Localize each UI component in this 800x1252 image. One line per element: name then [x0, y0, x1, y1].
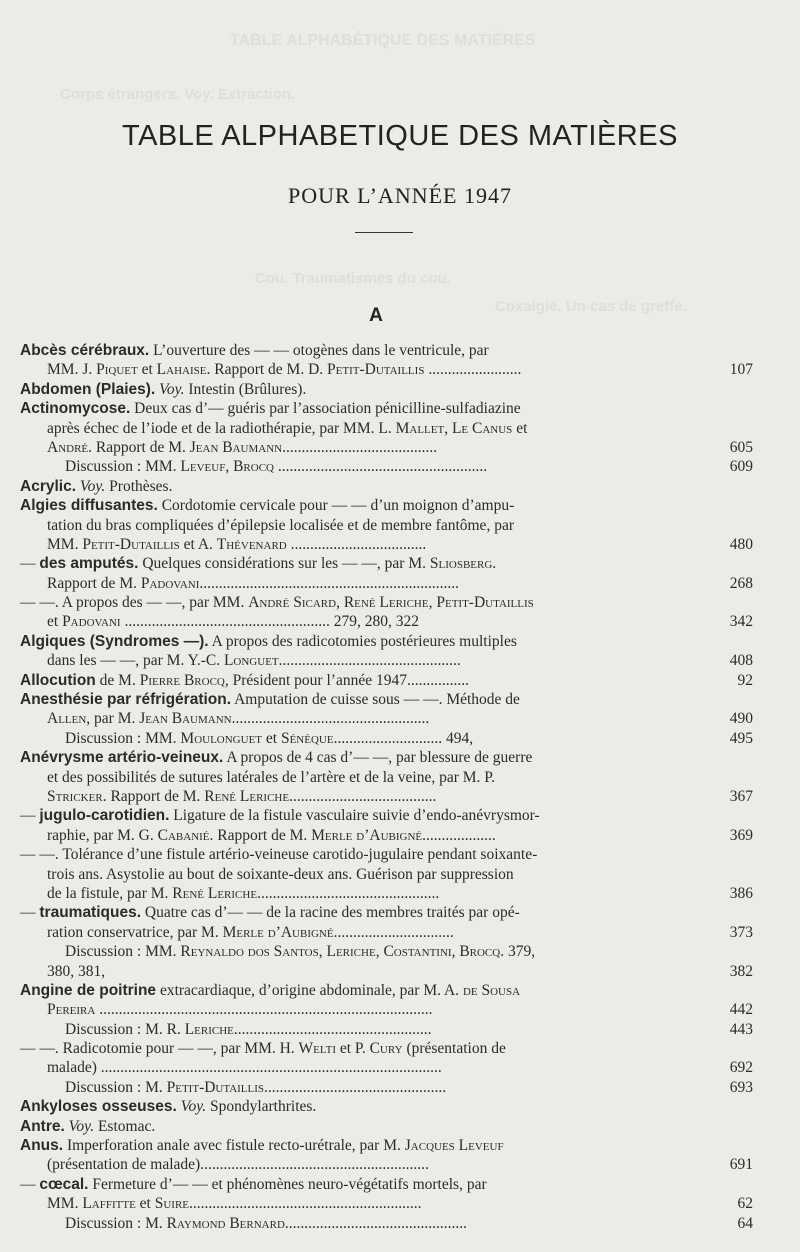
entry-segment: ,: [225, 458, 234, 476]
entry-text: [47, 1155, 429, 1174]
index-line: [20, 651, 753, 670]
entry-segment: MM. J.: [47, 361, 97, 379]
entry-text: [47, 865, 514, 884]
entry-segment: Discussion : M. R.: [65, 1020, 185, 1038]
entry-text: [20, 1136, 504, 1155]
entry-segment: Discussion : MM.: [65, 943, 181, 961]
entry-headword: Actinomycose.: [20, 400, 131, 418]
entry-segment: et: [512, 419, 528, 437]
index-line: [20, 399, 753, 418]
entry-segment: ............................................................: [189, 1195, 422, 1213]
author-name: Sliosberg: [429, 555, 493, 573]
entry-segment: ,: [318, 943, 327, 961]
author-name: Leriche: [326, 943, 376, 961]
section-letter: A: [369, 305, 383, 326]
author-name: Pierre Brocq: [139, 671, 225, 689]
entry-text: [65, 942, 535, 961]
entry-segment: — —. Tolérance d’une fistule artério-veineuse carotido-jugulaire pendant soixante-: [20, 846, 538, 864]
entry-segment: extracardiaque, d’origine abdominale, par M. A.: [156, 981, 463, 999]
entry-segment: ration conservatrice, par M.: [47, 923, 223, 941]
cross-reference: Voy.: [68, 1117, 95, 1135]
entry-text: [47, 535, 426, 554]
entry-text: [20, 554, 496, 573]
entry-headword: Anesthésie par réfrigération.: [20, 691, 232, 709]
entry-headword: Ankyloses osseuses.: [20, 1098, 177, 1116]
author-name: Merle d’Aubigné: [311, 826, 423, 844]
entry-segment: Discussion : MM.: [65, 729, 181, 747]
page-number: 107: [729, 361, 753, 379]
entry-segment: Spondylarthrites.: [206, 1098, 317, 1116]
entry-text: [47, 1000, 432, 1019]
entry-segment: . Rapport de M.: [102, 787, 205, 805]
entry-segment: ,: [336, 594, 344, 612]
entry-segment: Quelques considérations sur les — —, par M.: [138, 555, 430, 573]
entry-text: [47, 419, 527, 438]
entry-segment: Ligature de la fistule vasculaire suivie d’endo-anévrysmor-: [169, 807, 540, 825]
author-name: André Sicard: [248, 594, 337, 612]
entry-segment: malade) ........................................................................................: [47, 1059, 442, 1077]
show-through-text: Cou. Traumatismes du cou.: [255, 270, 451, 287]
entry-segment: . Rapport de M. D.: [206, 361, 328, 379]
index-line: [20, 942, 753, 961]
entry-text: [20, 496, 514, 515]
entry-text: [47, 787, 436, 806]
entry-segment: —: [20, 555, 40, 573]
entry-segment: et des possibilités de sutures latérales de l’artère et de la veine, par M. P.: [47, 768, 496, 786]
entry-segment: Estomac.: [94, 1117, 156, 1135]
index-line: [20, 709, 753, 728]
entry-text: [20, 1117, 155, 1136]
index-line: [20, 768, 753, 787]
entry-text: [65, 1078, 446, 1097]
entry-text: [20, 748, 532, 767]
entry-segment: ...................................................: [233, 1020, 432, 1038]
entry-text: [65, 457, 487, 476]
index-line: [20, 1214, 753, 1233]
index-line: [20, 1155, 753, 1174]
entry-segment: 380, 381,: [47, 962, 106, 980]
entry-segment: , par M.: [86, 710, 140, 728]
author-name: Reynaldo dos Santos: [180, 943, 319, 961]
title-divider: [355, 232, 413, 233]
page-number: 64: [737, 1214, 753, 1232]
entry-segment: ,: [428, 594, 437, 612]
index-line: [20, 612, 753, 631]
author-name: Leriche: [184, 1020, 234, 1038]
page-number: 408: [729, 652, 753, 670]
entry-segment: —: [20, 807, 40, 825]
entry-headword: Allocution: [20, 671, 96, 689]
entry-text: [20, 903, 520, 922]
page-number: 691: [729, 1156, 753, 1174]
page-number: 367: [729, 787, 753, 805]
entry-text: [20, 806, 540, 825]
index-line: [20, 981, 753, 1000]
page-number: 386: [729, 884, 753, 902]
index-line: [20, 1000, 753, 1019]
author-name: Thévenard: [216, 535, 287, 553]
entry-segment: raphie, par M. G.: [47, 826, 158, 844]
entry-segment: ...................................................................: [199, 574, 460, 592]
index-line: [20, 535, 753, 554]
index-line: [20, 845, 753, 864]
author-name: Pereira: [47, 1001, 96, 1019]
index-line: [20, 593, 753, 612]
author-name: Raymond Bernard: [166, 1214, 285, 1232]
page-number: 693: [729, 1078, 753, 1096]
page-title: TABLE ALPHABETIQUE DES MATIÈRES: [122, 120, 678, 152]
entry-segment: dans les — —, par M. Y.-C.: [47, 652, 224, 670]
index-line: [20, 360, 753, 379]
author-name: Longuet: [223, 652, 279, 670]
entry-segment: Quatre cas d’— — de la racine des membres traités par opé-: [141, 904, 520, 922]
entry-segment: — —. Radicotomie pour — —, par MM. H.: [20, 1040, 299, 1058]
page-subtitle: POUR L’ANNÉE 1947: [288, 183, 512, 208]
entry-text: [20, 845, 537, 864]
entry-segment: Prothèses.: [105, 477, 173, 495]
entry-segment: (présentation de: [402, 1040, 506, 1058]
entry-text: [20, 690, 520, 709]
author-name: Petit-Dutaillis: [82, 535, 180, 553]
entry-segment: ...............................................: [257, 884, 440, 902]
entry-text: [47, 1194, 422, 1213]
index-line: [20, 884, 753, 903]
page-number: 62: [737, 1195, 753, 1213]
entry-segment: ...............................................: [278, 652, 461, 670]
entry-segment: Discussion : M.: [65, 1214, 167, 1232]
entry-segment: . Rapport de M.: [209, 826, 312, 844]
entry-segment: ,: [444, 419, 452, 437]
index-line: [20, 729, 753, 748]
index-line: [20, 923, 753, 942]
author-name: Jacques Leveuf: [404, 1137, 504, 1155]
entry-text: [47, 1058, 442, 1077]
entry-segment: ......................................................: [273, 458, 488, 476]
entry-text: [65, 729, 473, 748]
page-number: 443: [729, 1020, 753, 1038]
author-name: Costantini: [383, 943, 452, 961]
author-name: Padovani: [140, 574, 200, 592]
entry-text: [47, 826, 496, 845]
entry-segment: et: [262, 729, 281, 747]
entry-segment: de la fistule, par M.: [47, 884, 173, 902]
entry-segment: ............................ 494,: [333, 729, 474, 747]
author-name: Mallet: [395, 419, 445, 437]
entry-headword: Acrylic.: [20, 477, 77, 495]
entry-text: [47, 962, 105, 981]
entry-text: [20, 593, 534, 612]
author-name: Petit-Dutaillis: [436, 594, 534, 612]
entry-segment: Deux cas d’— guéris par l’association pénicilline-sulfadiazine: [130, 400, 521, 418]
author-name: André: [47, 438, 89, 456]
entry-segment: Discussion : MM.: [65, 458, 181, 476]
author-name: Jean Baumann: [189, 438, 283, 456]
entry-segment: (présentation de malade)...........................................................: [47, 1156, 429, 1174]
index-line: [20, 962, 753, 981]
entry-headword: Abdomen (Plaies).: [20, 380, 156, 398]
page-number: 692: [729, 1059, 753, 1077]
entry-headword: Antre.: [20, 1117, 65, 1135]
author-name: Brocq: [459, 943, 501, 961]
entry-segment: MM.: [47, 1195, 83, 1213]
page-number: 442: [729, 1001, 753, 1019]
cross-reference: Voy.: [79, 477, 106, 495]
entry-text: [20, 1175, 487, 1194]
entry-headword: cœcal.: [39, 1175, 89, 1193]
author-name: Brocq: [233, 458, 274, 476]
entry-headword: jugulo-carotidien.: [39, 807, 170, 825]
index-line: [20, 632, 753, 651]
page-number: 342: [729, 613, 753, 631]
entry-segment: —: [20, 904, 40, 922]
entry-segment: et: [47, 613, 63, 631]
entry-segment: ,: [451, 943, 460, 961]
author-name: René Leriche: [343, 594, 429, 612]
entry-segment: . Rapport de M.: [88, 438, 190, 456]
author-name: René Leriche: [204, 787, 290, 805]
entry-segment: tation du bras compliquées d’épilepsie localisée et de membre fantôme, par: [47, 516, 514, 534]
entry-headword: traumatiques.: [39, 904, 142, 922]
entry-segment: L’ouverture des — — otogènes dans le ventricule, par: [149, 342, 489, 359]
entry-text: [47, 516, 514, 535]
entry-segment: ...................................................: [231, 710, 430, 728]
entry-segment: —: [20, 1175, 40, 1193]
index-line: [20, 419, 753, 438]
author-name: Petit-Dutaillis: [327, 361, 425, 379]
entry-segment: ...................................: [286, 535, 427, 553]
entry-text: [47, 438, 437, 457]
index-line: [20, 690, 753, 709]
entry-text: [65, 1214, 467, 1233]
page-number: 369: [729, 826, 753, 844]
index-line: [20, 1058, 753, 1077]
index-line: [20, 477, 753, 496]
page-number: 480: [729, 535, 753, 553]
entry-segment: ...............................................: [264, 1078, 447, 1096]
author-name: Sénèque: [280, 729, 334, 747]
author-name: Laffitte: [82, 1195, 136, 1213]
page-number: 268: [729, 574, 753, 592]
entry-text: [20, 981, 520, 1000]
author-name: Petit-Dutaillis: [166, 1078, 265, 1096]
author-name: Padovani: [62, 613, 121, 631]
entry-text: [20, 477, 172, 496]
cross-reference: Voy.: [180, 1098, 207, 1116]
entry-segment: après échec de l’iode et de la radiothérapie, par MM. L.: [47, 419, 396, 437]
index-line: [20, 516, 753, 535]
show-through-text: Coxalgie. Un cas de greffe.: [495, 298, 687, 315]
entry-segment: . 379,: [500, 943, 536, 961]
entry-headword: Anus.: [20, 1137, 64, 1155]
index-line: [20, 574, 753, 593]
entry-segment: Rapport de M.: [47, 574, 141, 592]
entry-segment: ...............................: [333, 923, 454, 941]
entry-text: [20, 341, 489, 360]
page-number: 609: [729, 458, 753, 476]
entry-segment: MM.: [47, 535, 83, 553]
author-name: de Sousa: [462, 981, 521, 999]
index-line: [20, 1078, 753, 1097]
author-name: Leveuf: [180, 458, 226, 476]
entry-segment: ........................: [424, 361, 522, 379]
page-number: 92: [737, 671, 753, 689]
page-number: 373: [729, 923, 753, 941]
author-name: Suire: [154, 1195, 190, 1213]
entry-text: [20, 399, 521, 418]
index-line: [20, 1117, 753, 1136]
entry-text: [47, 360, 521, 379]
entry-segment: Intestin (Brûlures).: [184, 380, 307, 398]
author-name: Cabanié: [157, 826, 210, 844]
index-line: [20, 1039, 753, 1058]
entry-segment: et P.: [336, 1040, 370, 1058]
author-name: Merle d’Aubigné: [222, 923, 334, 941]
index-line: [20, 903, 753, 922]
author-name: Jean Baumann: [139, 710, 232, 728]
index-line: [20, 865, 753, 884]
entry-segment: — —. A propos des — —, par MM.: [20, 594, 249, 612]
index-line: [20, 1175, 753, 1194]
author-name: Moulonguet: [180, 729, 263, 747]
entry-segment: A propos de 4 cas d’— —, par blessure de guerre: [223, 749, 533, 767]
entry-segment: Cordotomie cervicale pour — — d’un moignon d’ampu-: [157, 497, 515, 515]
index-line: [20, 1097, 753, 1116]
entry-headword: Abcès cérébraux.: [20, 342, 150, 359]
entry-segment: ..................................................... 279, 280, 322: [120, 613, 419, 631]
author-name: Welti: [298, 1040, 336, 1058]
entry-segment: de M.: [95, 671, 140, 689]
author-name: Allen: [47, 710, 87, 728]
entry-segment: ...............................................: [284, 1214, 468, 1232]
index-line: [20, 496, 753, 515]
index-line: [20, 341, 753, 360]
cross-reference: Voy.: [159, 380, 185, 398]
index-entries: [20, 341, 753, 1233]
entry-segment: Fermeture d’— — et phénomènes neuro-végétatifs mortels, par: [88, 1175, 487, 1193]
entry-segment: Amputation de cuisse sous — —. Méthode de: [231, 691, 520, 709]
entry-segment: ......................................: [289, 787, 437, 805]
entry-text: [47, 884, 439, 903]
entry-headword: des amputés.: [39, 555, 139, 573]
entry-segment: Discussion : M.: [65, 1078, 167, 1096]
entry-text: [47, 923, 454, 942]
index-line: [20, 806, 753, 825]
author-name: Le Canus: [451, 419, 513, 437]
page-number: 495: [729, 729, 753, 747]
entry-segment: ......................................................................................: [95, 1001, 433, 1019]
entry-segment: , Président pour l’année 1947................: [224, 671, 469, 689]
entry-segment: .: [492, 555, 497, 573]
entry-text: [47, 709, 429, 728]
entry-text: [20, 671, 469, 690]
index-line: [20, 438, 753, 457]
entry-text: [65, 1020, 432, 1039]
author-name: René Leriche: [172, 884, 258, 902]
entry-text: [47, 574, 459, 593]
author-name: Cury: [369, 1040, 403, 1058]
author-name: Lahaise: [156, 361, 207, 379]
entry-segment: Imperforation anale avec fistule recto-urétrale, par M.: [63, 1137, 405, 1155]
entry-text: [47, 768, 495, 787]
entry-segment: et: [137, 361, 157, 379]
index-line: [20, 457, 753, 476]
index-line: [20, 787, 753, 806]
page-number: 490: [729, 710, 753, 728]
show-through-text: Corps étrangers. Voy. Extraction.: [60, 86, 296, 103]
index-line: [20, 1020, 753, 1039]
index-line: [20, 1136, 753, 1155]
entry-headword: Angine de poitrine: [20, 981, 157, 999]
show-through-text: TABLE ALPHABÉTIQUE DES MATIÈRES: [230, 32, 536, 49]
entry-text: [20, 632, 517, 651]
entry-headword: Algies diffusantes.: [20, 497, 158, 515]
entry-headword: Algiques (Syndromes —).: [20, 632, 209, 650]
author-name: Stricker: [47, 787, 103, 805]
entry-text: [47, 612, 419, 631]
index-line: [20, 826, 753, 845]
page-number: 382: [729, 962, 753, 980]
entry-text: [47, 651, 461, 670]
entry-text: [20, 1039, 506, 1058]
entry-text: [20, 380, 306, 399]
entry-segment: ........................................: [282, 438, 438, 456]
index-line: [20, 748, 753, 767]
entry-segment: trois ans. Asystolie au bout de soixante-deux ans. Guérison par suppression: [47, 865, 514, 883]
page-number: 605: [729, 438, 753, 456]
entry-text: [20, 1097, 316, 1116]
entry-segment: et A.: [179, 535, 217, 553]
index-line: [20, 380, 753, 399]
index-line: [20, 671, 753, 690]
author-name: Piquet: [96, 361, 138, 379]
entry-segment: A propos des radicotomies postérieures multiples: [208, 632, 517, 650]
index-line: [20, 1194, 753, 1213]
index-line: [20, 554, 753, 573]
entry-segment: ,: [375, 943, 384, 961]
entry-segment: et: [135, 1195, 155, 1213]
entry-segment: ...................: [422, 826, 496, 844]
entry-headword: Anévrysme artério-veineux.: [20, 749, 224, 767]
